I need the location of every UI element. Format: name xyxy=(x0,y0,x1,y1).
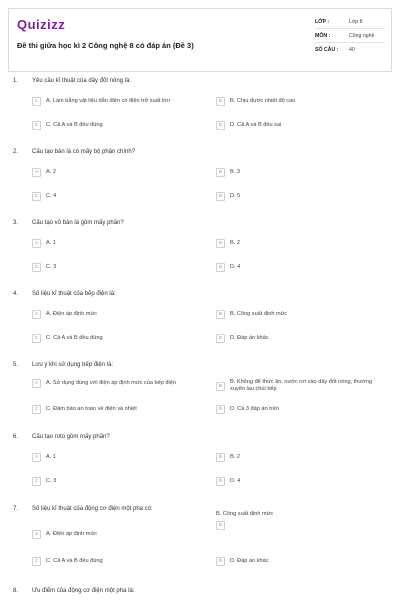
option-d[interactable] xyxy=(216,405,386,414)
option-letter: C xyxy=(32,557,41,566)
option-d[interactable] xyxy=(216,334,386,343)
worksheet-header xyxy=(8,8,392,72)
question-text: Cấu tạo roto gồm mấy phần? xyxy=(32,434,110,440)
option-letter: D xyxy=(216,477,225,486)
option-text: D. Cả 3 đáp án trên xyxy=(230,405,279,412)
meta-label: MÔN : xyxy=(315,32,331,39)
option-letter: A xyxy=(32,97,41,106)
question-text: Cấu tạo bàn là có mấy bộ phận chính? xyxy=(32,149,136,155)
option-text: D. Đáp án khác xyxy=(230,334,269,341)
option-letter: C xyxy=(32,192,41,201)
option-text: A. 1 xyxy=(46,453,56,460)
option-a[interactable] xyxy=(32,239,212,248)
question-number: 2. xyxy=(13,149,19,155)
option-text: A. Điện áp định mức xyxy=(46,310,98,317)
option-letter: D xyxy=(216,192,225,201)
question-text: Lưu ý khi sử dụng bếp điện là: xyxy=(32,362,114,368)
option-text: C. 3 xyxy=(46,477,57,484)
option-text: A. 1 xyxy=(46,239,56,246)
option-c[interactable] xyxy=(32,121,212,130)
option-a[interactable] xyxy=(32,530,212,539)
question-number: 8. xyxy=(13,588,19,594)
option-letter: C xyxy=(32,405,41,414)
question-header xyxy=(8,504,392,514)
option-letter: A xyxy=(32,530,41,539)
question xyxy=(8,360,392,430)
question xyxy=(8,432,392,496)
option-text: C. Cả A và B đều đúng xyxy=(46,121,103,128)
option-text: B. Không để thức ăn, nước rơi vào dây đốt nóng, thường xuyên lau chùi bếp xyxy=(230,379,372,393)
option-c[interactable] xyxy=(32,263,212,272)
option-letter: B xyxy=(216,168,225,177)
option-text: D. 4 xyxy=(230,263,241,270)
question-header xyxy=(8,586,392,596)
option-letter: A xyxy=(32,310,41,319)
option-b[interactable] xyxy=(216,510,386,530)
option-letter: D xyxy=(216,121,225,130)
option-text: C. 3 xyxy=(46,263,57,270)
option-c[interactable] xyxy=(32,192,212,201)
option-b[interactable] xyxy=(216,239,386,248)
option-letter: B xyxy=(216,453,225,462)
meta-label: SỐ CÂU : xyxy=(315,47,339,53)
option-a[interactable] xyxy=(32,168,212,177)
question xyxy=(8,76,392,140)
option-letter: B xyxy=(216,310,225,319)
option-b[interactable] xyxy=(216,379,386,394)
meta-value: 40 xyxy=(349,47,355,53)
option-letter: A xyxy=(32,168,41,177)
option-text: B. 3 xyxy=(230,168,240,175)
option-letter: D xyxy=(216,557,225,566)
question xyxy=(8,289,392,353)
option-b[interactable] xyxy=(216,310,386,319)
worksheet-title: Đề thi giữa học kì 2 Công nghệ 8 có đáp án (Đề 3) xyxy=(17,41,194,50)
meta-row-count xyxy=(315,43,385,57)
option-d[interactable] xyxy=(216,557,386,566)
question-number: 4. xyxy=(13,291,19,297)
option-text: B. Chịu được nhiệt độ cao xyxy=(230,97,296,104)
option-letter: C xyxy=(32,121,41,130)
option-text: D. 4 xyxy=(230,477,241,484)
quizizz-logo[interactable]: Quizizz xyxy=(17,17,66,32)
option-b[interactable] xyxy=(216,168,386,177)
option-b[interactable] xyxy=(216,453,386,462)
question-text: Ưu điểm của động cơ điện một pha là: xyxy=(32,588,135,594)
meta-row-subject xyxy=(315,29,385,43)
question-number: 7. xyxy=(13,506,19,512)
option-c[interactable] xyxy=(32,334,212,343)
meta-value: Lớp 8 xyxy=(349,18,363,25)
option-c[interactable] xyxy=(32,477,212,486)
option-letter: D xyxy=(216,334,225,343)
option-letter: B xyxy=(216,239,225,248)
question-number: 6. xyxy=(13,434,19,440)
option-letter: A xyxy=(32,239,41,248)
question xyxy=(8,218,392,282)
question-header xyxy=(8,432,392,442)
question-header xyxy=(8,147,392,157)
option-a[interactable] xyxy=(32,97,212,106)
question-text: Yêu cầu kĩ thuật của dây đốt nóng là: xyxy=(32,78,132,84)
option-letter: D xyxy=(216,263,225,272)
question-number: 3. xyxy=(13,220,19,226)
question-header xyxy=(8,360,392,370)
option-text: A. Điện áp định mức xyxy=(46,530,98,537)
question xyxy=(8,504,392,578)
option-text: B. Công suất định mức xyxy=(230,310,288,317)
option-text: C. Cả A và B đều đúng xyxy=(46,334,103,341)
option-d[interactable] xyxy=(216,121,386,130)
meta-row-grade xyxy=(315,15,385,29)
question-number: 5. xyxy=(13,362,19,368)
question-text: Cấu tạo vỏ bàn là gồm mấy phần? xyxy=(32,220,124,226)
option-c[interactable] xyxy=(32,405,212,414)
meta-value: Công nghệ xyxy=(349,32,375,39)
option-text: A. Làm bằng vật liệu dẫn điện có điện trở suất lớn xyxy=(46,97,170,104)
question-header xyxy=(8,218,392,228)
option-letter: C xyxy=(32,263,41,272)
question-header xyxy=(8,76,392,86)
option-c[interactable] xyxy=(32,557,212,566)
option-b[interactable] xyxy=(216,97,386,106)
option-a[interactable] xyxy=(32,379,212,388)
question-text: Số liệu kĩ thuật của động cơ điện một pha có: xyxy=(32,506,153,512)
option-letter: D xyxy=(216,405,225,414)
option-a[interactable] xyxy=(32,310,212,319)
option-d[interactable] xyxy=(216,263,386,272)
option-letter: C xyxy=(32,334,41,343)
option-text: B. 2 xyxy=(230,239,240,246)
option-letter: C xyxy=(32,477,41,486)
option-letter: B xyxy=(216,521,225,530)
option-letter: B xyxy=(216,382,225,391)
option-d[interactable] xyxy=(216,192,386,201)
question xyxy=(8,586,392,600)
option-text: D. Cả A và B đều sai xyxy=(230,121,282,128)
question-text: Số liệu kĩ thuật của bếp điện là: xyxy=(32,291,116,297)
option-text: A. 2 xyxy=(46,168,56,175)
option-text: B. 2 xyxy=(230,453,240,460)
meta-label: LỚP : xyxy=(315,18,330,25)
option-text: D. Đáp án khác xyxy=(230,557,269,564)
option-text: D. 5 xyxy=(230,192,241,199)
option-text: C. Đảm bảo an toàn về điện và nhiệt xyxy=(46,405,137,412)
meta-table xyxy=(315,15,385,57)
option-letter: B xyxy=(216,97,225,106)
option-d[interactable] xyxy=(216,477,386,486)
option-letter: A xyxy=(32,453,41,462)
question-number: 1. xyxy=(13,78,19,84)
option-letter: A xyxy=(32,379,41,388)
question xyxy=(8,147,392,211)
option-text: A. Sử dụng đúng với điện áp định mức của bếp điện xyxy=(46,379,176,386)
option-text: C. 4 xyxy=(46,192,57,199)
option-a[interactable] xyxy=(32,453,212,462)
question-header xyxy=(8,289,392,299)
option-text: C. Cả A và B đều đúng xyxy=(46,557,103,564)
option-text: B. Công suất định mức xyxy=(216,510,274,517)
